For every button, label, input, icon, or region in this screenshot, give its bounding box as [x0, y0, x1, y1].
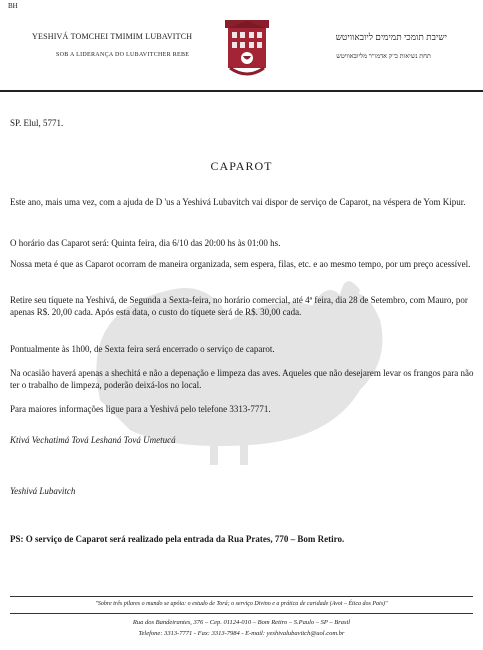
paragraph-goal: Nossa meta é que as Caparot ocorram de maneira organizada, sem espera, filas, etc. e ao mesmo tempo, por um preço acessível.: [10, 259, 471, 269]
paragraph-intro: Este ano, mais uma vez, com a ajuda de D 'us a Yeshivá Lubavitch vai dispor de serviço de Caparot, na véspera de Yom Kipur.: [10, 197, 466, 207]
org-name: YESHIVÁ TOMCHEI TMIMIM LUBAVITCH: [32, 32, 193, 41]
footer-contact: Telefone: 3313-7771 - Fax: 3313-7984 - E-mail: yeshivalubavitch@uol.com.br: [138, 630, 345, 637]
footer-address: Rua dos Bandeirantes, 376 – Cep. 01124-010 – Bom Retiro – S.Paulo – SP – Brasil: [132, 619, 351, 626]
footer-divider-top: [10, 596, 473, 597]
footer-motto: "Sobre três pilares o mundo se apóia: o estudo de Torá; o serviço Divino e a prática de caridade (Avot – Ética dos Pais)": [95, 601, 388, 607]
paragraph-schedule: O horário das Caparot será: Quinta feira, dia 6/10 das 20:00 hs às 01:00 hs.: [10, 238, 281, 248]
hebrew-name: ישיבת תומכי תמימים ליובאוויטש: [335, 32, 447, 42]
blessing: Ktivá Vechatimá Tová Leshaná Tová Umetucá: [10, 435, 176, 445]
letter-date: SP. Elul, 5771.: [10, 118, 64, 128]
letter-title: CAPAROT: [210, 159, 273, 173]
postscript: PS: O serviço de Caparot será realizado pela entrada da Rua Prates, 770 – Bom Retiro.: [10, 534, 345, 544]
org-subtitle: SOB A LIDERANÇA DO LUBAVITCHER REBE: [56, 52, 190, 58]
paragraph-closing-time: Pontualmente às 1h00, de Sexta feira será encerrado o serviço de caparot.: [10, 344, 275, 354]
yeshiva-logo: [224, 18, 270, 82]
hebrew-subtitle: תחת נשיאות כ"ק אדמו"ר מליובאוויטש: [336, 53, 431, 60]
footer-divider-bottom: [10, 613, 473, 614]
paragraph-contact: Para maiores informações ligue para a Yeshivá pelo telefone 3313-7771.: [10, 404, 271, 414]
header-divider: [0, 90, 483, 92]
signature: Yeshivá Lubavitch: [10, 486, 76, 496]
paragraph-service-details: Na ocasião haverá apenas a shechitá e não a depenação e limpeza das aves. Aqueles que não desejarem levar os frangos para não ter o trabalho de limpeza, poderão deixá-los no local.: [10, 368, 474, 390]
corner-mark: BH: [8, 2, 18, 10]
paragraph-tickets: Retire seu tíquete na Yeshivá, de Segunda a Sexta-feira, no horário comercial, até 4ª feira, dia 28 de Setembro, com Mauro, por apenas R$. 20,00 cada. Após esta data, o custo do tíquete será de R$. 30,00 cada.: [10, 295, 468, 317]
